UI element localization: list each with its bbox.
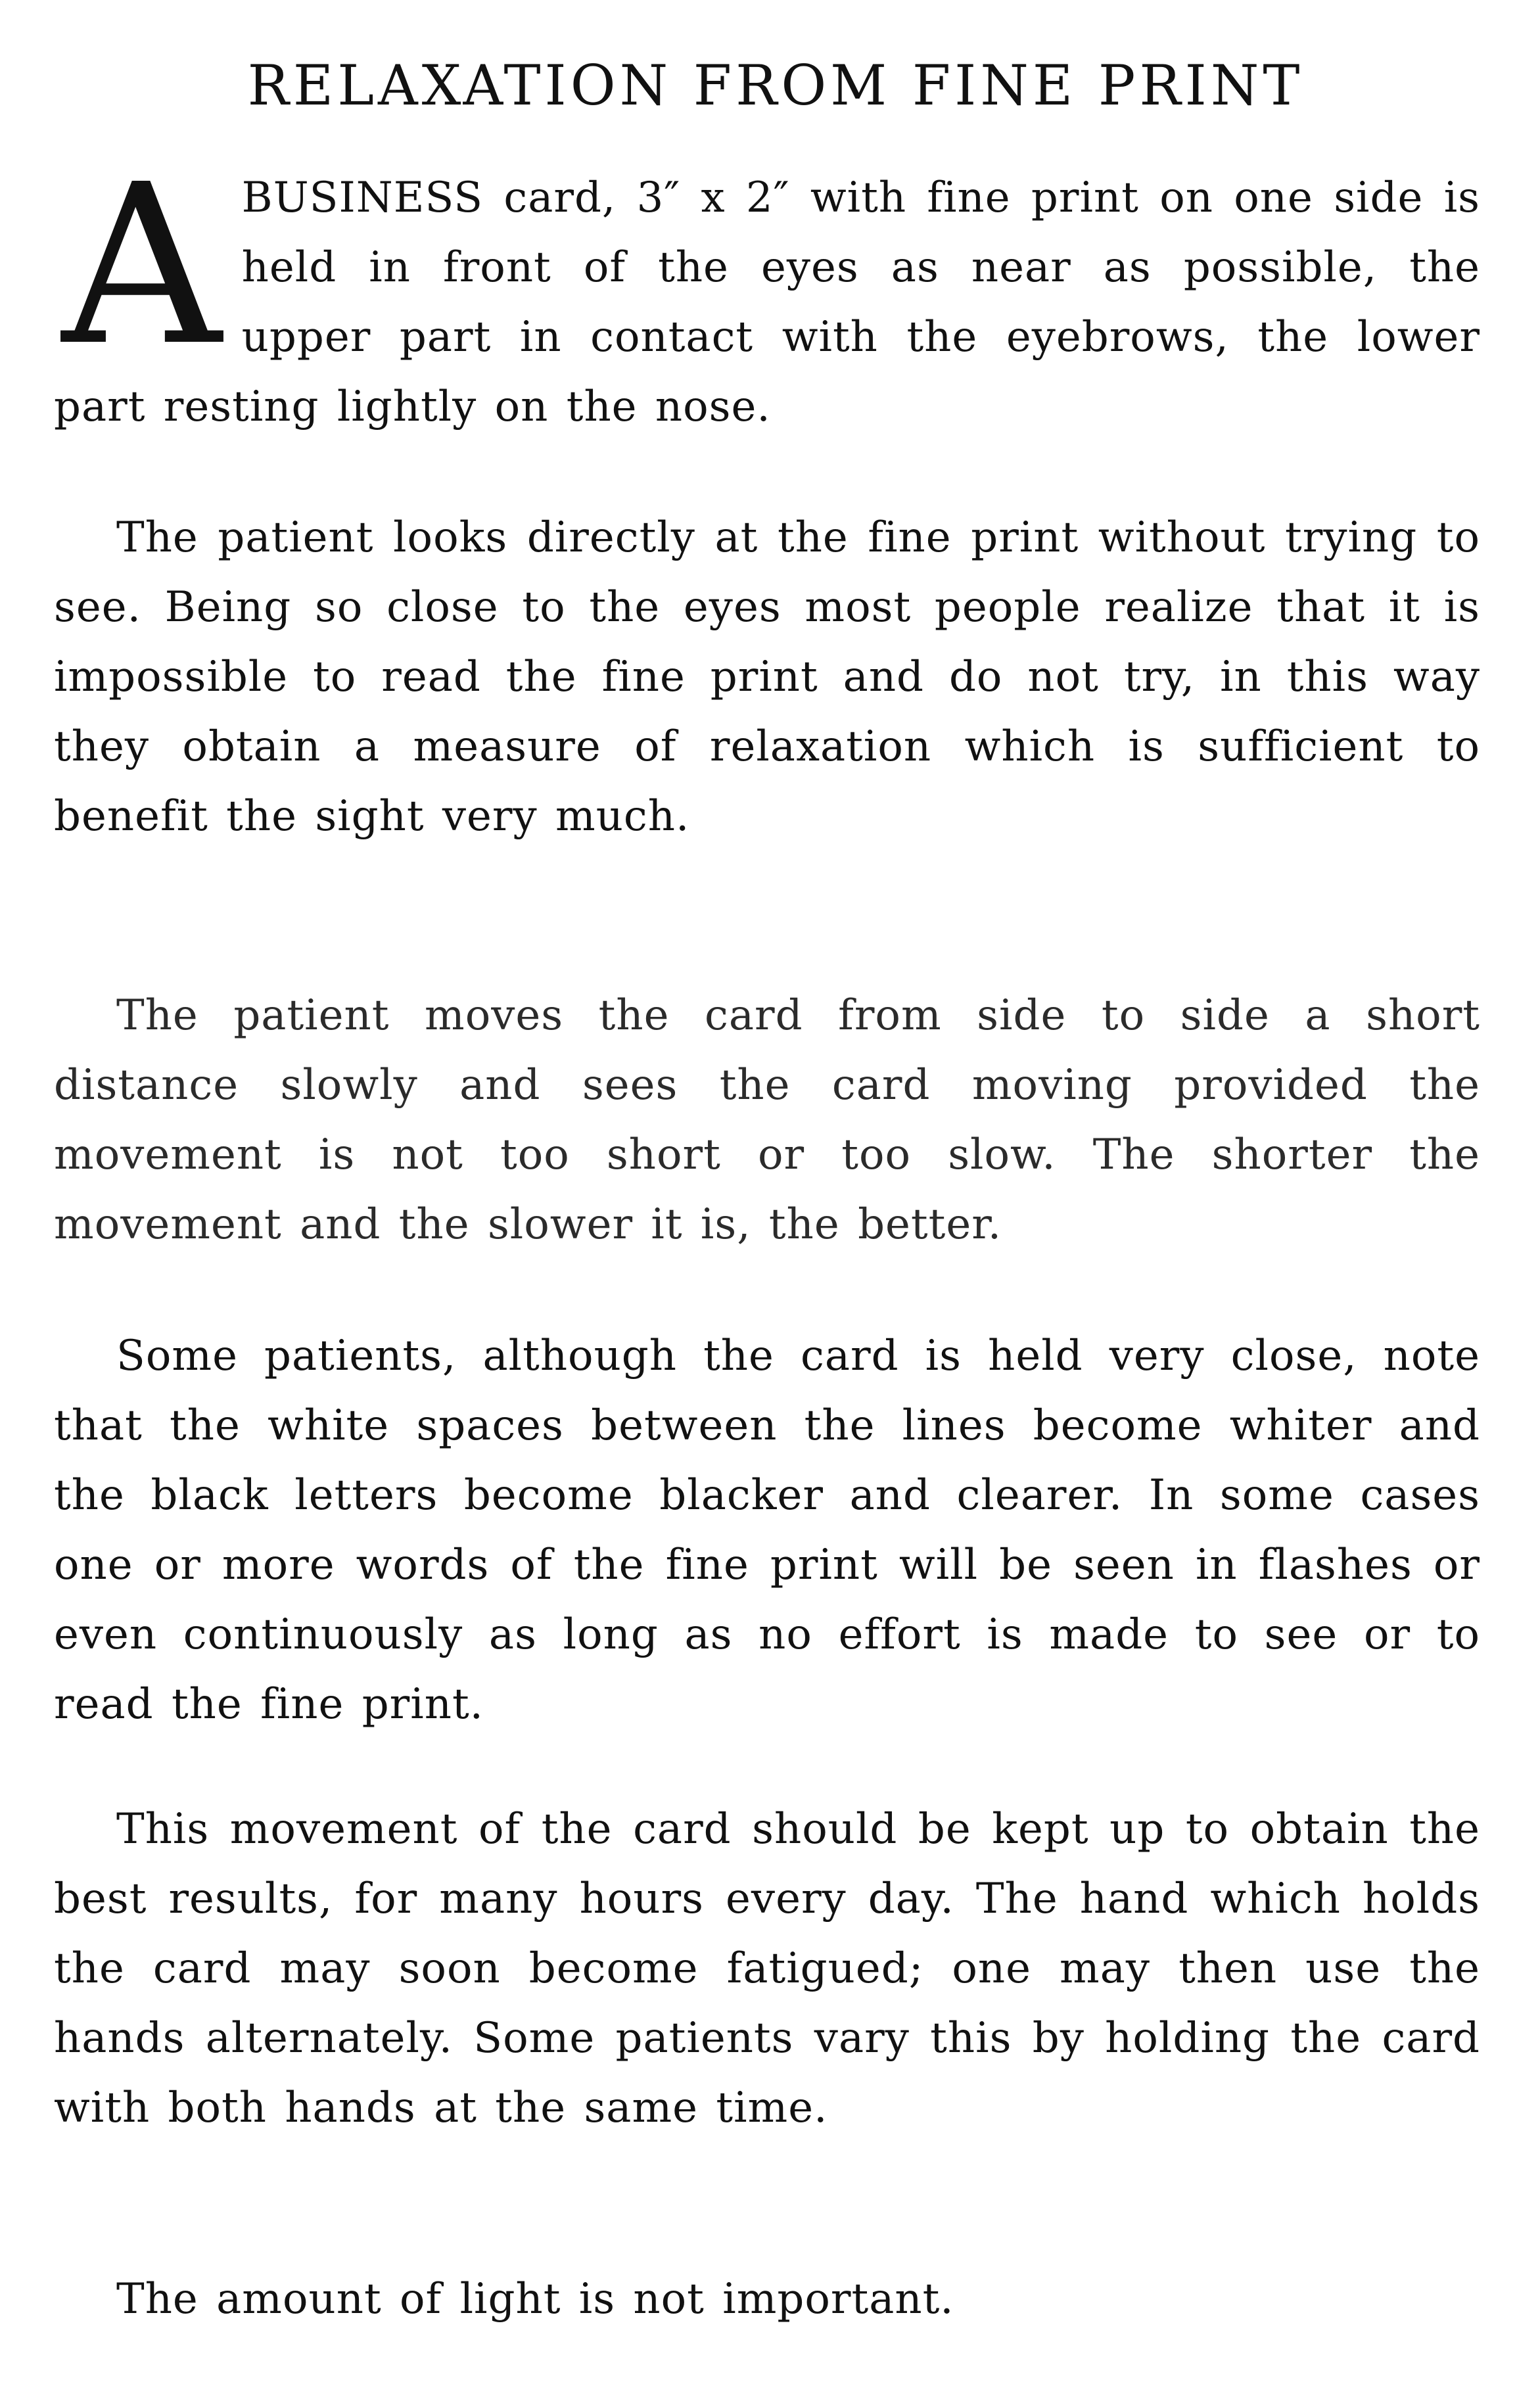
paragraph-2: The patient looks directly at the fine print without trying to see. Being so close to the eyes most people realize that it is impossible to read the fine print and do not try, in this way they obtain a measure of relaxation which is sufficient to benefit the sight very much.: [54, 513, 1480, 841]
drop-cap: A: [62, 137, 222, 394]
paragraph-1-text: BUSINESS card, 3″ x 2″ with fine print on one side is held in front of the eyes as near as possible, the upper part in contact with the eyebrows, the lower part resting lightly on the nose.: [54, 174, 1480, 431]
paragraph-6: The amount of light is not important.: [116, 2275, 954, 2324]
paragraph-3: The patient moves the card from side to side a short distance slowly and sees the card moving provided the movement is not too short or too slow. The shorter the movement and the slower it is, the better.: [54, 991, 1480, 1249]
page-title: RELAXATION FROM FINE PRINT: [247, 53, 1304, 118]
paragraph-4: Some patients, although the card is held very close, note that the white spaces between the lines become whiter and the black letters become blacker and clearer. In some cases one or more words of the fine print will be seen in flashes or even continuously as long as no effort is made to see or to read the fine print.: [54, 1332, 1480, 1729]
paragraph-1: [54, 137, 1480, 442]
paragraph-5: This movement of the card should be kept up to obtain the best results, for many hours every day. The hand which holds the card may soon become fatigued; one may then use the hands alternately. Some patients vary this by holding the card with both hands at the same time.: [54, 1805, 1480, 2132]
